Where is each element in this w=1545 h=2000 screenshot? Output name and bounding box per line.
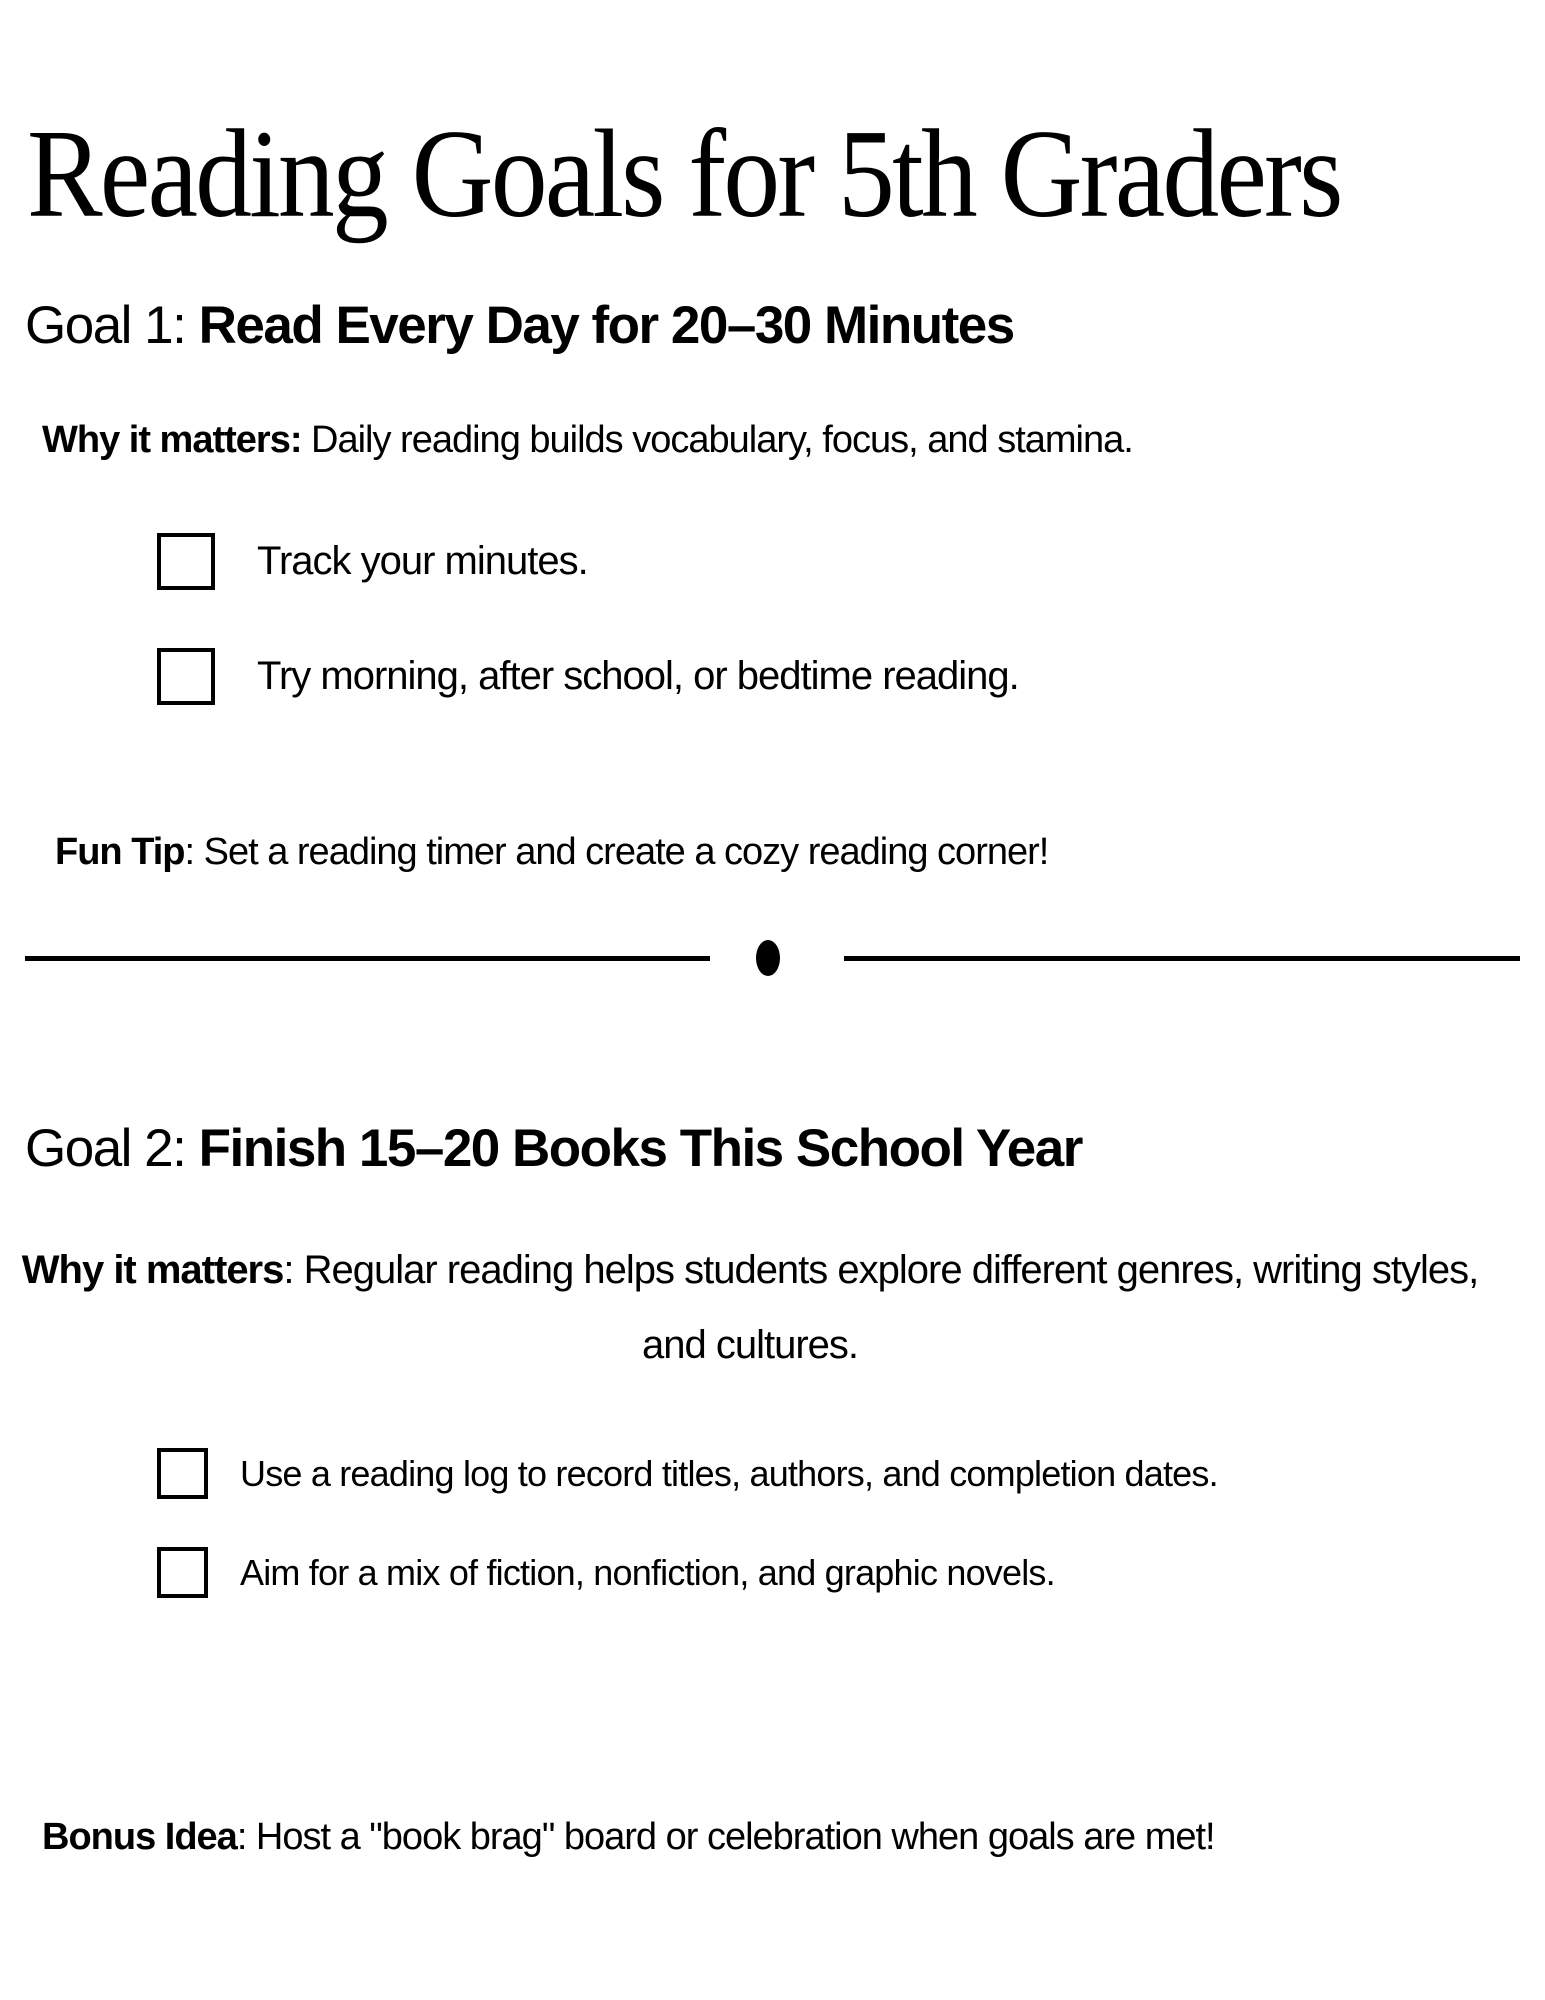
checklist-item-label: Use a reading log to record titles, authors, and completion dates.: [240, 1452, 1218, 1494]
divider-line-left: [25, 956, 710, 961]
goal1-why-text: Daily reading builds vocabulary, focus, and stamina.: [301, 419, 1133, 461]
checklist-item-label: Try morning, after school, or bedtime reading.: [257, 654, 1019, 698]
goal2-why-text: : Regular reading helps students explore different genres, writing styles, and cultures.: [283, 1248, 1479, 1367]
goal1-label: Goal 1:: [25, 295, 186, 355]
goal2-checklist-item-2: [157, 1547, 1055, 1598]
checkbox-icon[interactable]: [157, 1547, 208, 1598]
goal1-checklist-item-2: [157, 648, 1019, 705]
goal1-fun-tip: [55, 831, 1048, 874]
checkbox-icon[interactable]: [157, 1448, 208, 1499]
section-divider: [25, 938, 1520, 978]
goal1-why-label: Why it matters:: [42, 419, 302, 461]
page-title: Reading Goals for 5th Graders: [27, 105, 1341, 245]
goal2-why-paragraph: [0, 1233, 1500, 1383]
goal2-label: Goal 2:: [25, 1118, 186, 1178]
goal2-checklist-item-1: [157, 1448, 1218, 1499]
goal2-title: Finish 15–20 Books This School Year: [198, 1118, 1082, 1178]
checklist-item-label: Track your minutes.: [257, 539, 588, 583]
divider-dot-icon: [756, 940, 780, 976]
goal1-checklist-item-1: [157, 533, 588, 590]
goal1-heading: [25, 294, 1014, 358]
checklist-item-label: Aim for a mix of fiction, nonfiction, and graphic novels.: [240, 1551, 1055, 1593]
checkbox-icon[interactable]: [157, 533, 215, 590]
bonus-idea-line: [42, 1816, 1215, 1859]
bonus-idea-text: : Host a "book brag" board or celebration when goals are met!: [236, 1816, 1215, 1858]
goal1-title: Read Every Day for 20–30 Minutes: [198, 295, 1014, 355]
checkbox-icon[interactable]: [157, 648, 215, 705]
goal2-why-label: Why it matters: [21, 1248, 284, 1292]
fun-tip-text: : Set a reading timer and create a cozy reading corner!: [184, 831, 1049, 873]
goal1-why-line: [42, 419, 1133, 462]
fun-tip-label: Fun Tip: [55, 831, 185, 873]
bonus-idea-label: Bonus Idea: [42, 1816, 237, 1858]
divider-line-right: [844, 956, 1520, 961]
goal2-heading: [25, 1117, 1082, 1181]
